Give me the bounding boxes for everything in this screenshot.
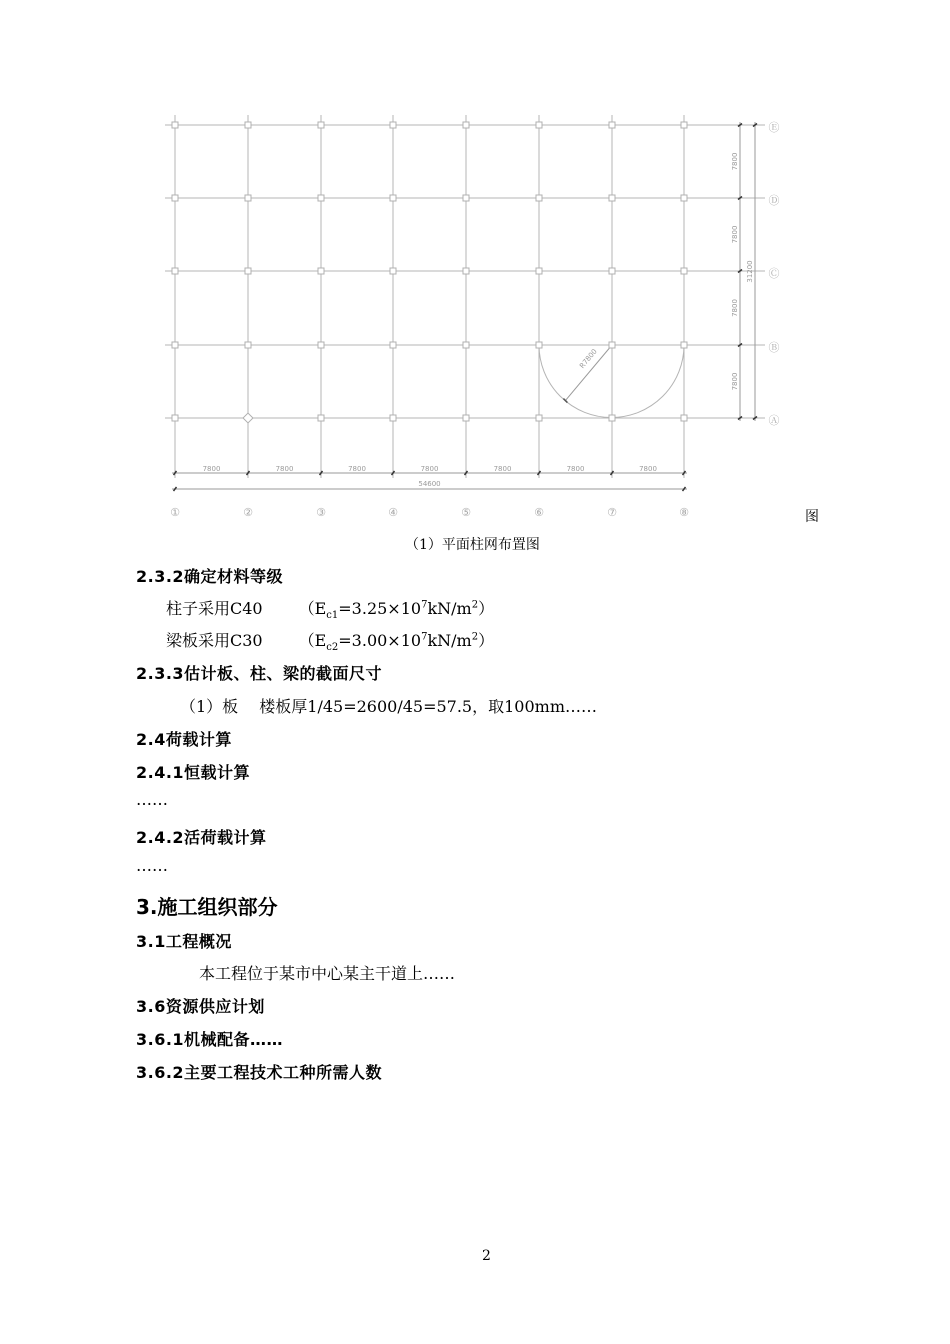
section-3-6-1-heading: 3.6.1机械配备…… — [136, 1030, 284, 1049]
beam-material-line — [166, 628, 494, 653]
column-7A — [609, 415, 615, 421]
axis-bubble-D: Ⓓ — [768, 194, 780, 207]
axis-bubble-C: Ⓒ — [768, 267, 780, 280]
column-2D — [245, 195, 251, 201]
column-6B — [536, 342, 542, 348]
column-5D — [463, 195, 469, 201]
row-span-label: 7800 — [731, 372, 739, 391]
column-5B — [463, 342, 469, 348]
column-2C — [245, 268, 251, 274]
row-span-label: 7800 — [731, 299, 739, 317]
column-3A — [318, 415, 324, 421]
bay-span-label: 7800 — [639, 465, 657, 473]
project-overview: 本工程位于某市中心某主干道上…… — [199, 964, 456, 983]
bay-span-label: 7800 — [566, 465, 585, 473]
column-4B — [390, 342, 396, 348]
slab-thickness-line: （1）板 楼板厚1/45=2600/45=57.5，取100mm…… — [180, 697, 597, 716]
section-2-4-heading: 2.4荷载计算 — [136, 730, 232, 749]
column-6D — [536, 195, 542, 201]
ellipsis-2: …… — [136, 856, 168, 875]
bay-span-label: 7800 — [202, 465, 221, 473]
column-8C — [681, 268, 687, 274]
section-2-4-2-heading: 2.4.2活荷载计算 — [136, 828, 267, 847]
column-6C — [536, 268, 542, 274]
column-2B — [245, 342, 251, 348]
column-1E — [172, 122, 178, 128]
axis-bubble-B: Ⓑ — [768, 341, 780, 354]
section-2-3-3-heading: 2.3.3估计板、柱、梁的截面尺寸 — [136, 664, 383, 683]
column-4E — [390, 122, 396, 128]
figure-caption: （1）平面柱网布置图 — [405, 537, 540, 553]
column-5C — [463, 268, 469, 274]
section-3-6-heading: 3.6资源供应计划 — [136, 997, 265, 1016]
column-material-line — [166, 596, 494, 621]
column-8D — [681, 195, 687, 201]
column-grid-plan — [0, 0, 950, 540]
column-6A — [536, 415, 542, 421]
row-span-label: 7800 — [731, 152, 739, 171]
row-span-label: 7800 — [731, 225, 739, 244]
axis-bubble-4: ④ — [388, 506, 398, 519]
column-7B — [609, 342, 615, 348]
axis-bubble-1: ① — [170, 506, 180, 519]
column-3C — [318, 268, 324, 274]
column-3B — [318, 342, 324, 348]
column-4D — [390, 195, 396, 201]
column-5A — [463, 415, 469, 421]
column-6E — [536, 122, 542, 128]
column-8B — [681, 342, 687, 348]
bay-span-label: 7800 — [275, 465, 294, 473]
column-2A — [243, 413, 253, 423]
column-1C — [172, 268, 178, 274]
axis-bubble-5: ⑤ — [461, 506, 471, 519]
column-1D — [172, 195, 178, 201]
section-2-3-2-heading: 2.3.2确定材料等级 — [136, 567, 284, 586]
axis-bubble-E: Ⓔ — [768, 121, 780, 134]
bay-span-label: 7800 — [420, 465, 439, 473]
column-2E — [245, 122, 251, 128]
bay-span-label: 7800 — [348, 465, 366, 473]
total-depth-label: 31200 — [746, 260, 754, 283]
column-3E — [318, 122, 324, 128]
column-8A — [681, 415, 687, 421]
total-width-label: 54600 — [418, 480, 441, 488]
column-5E — [463, 122, 469, 128]
radius-label: R7800 — [578, 347, 599, 371]
column-1B — [172, 342, 178, 348]
column-material: 柱子采用C40 — [166, 599, 263, 618]
axis-bubble-3: ③ — [316, 506, 326, 519]
section-3-1-heading: 3.1工程概况 — [136, 932, 232, 951]
axis-bubble-6: ⑥ — [534, 506, 544, 519]
beam-material: 梁板采用C30 — [166, 631, 263, 650]
section-2-4-1-heading: 2.4.1恒载计算 — [136, 763, 251, 782]
beam-modulus: $(E_{c2}=3.00\times 10^7kN/m^2)$ — [298, 631, 495, 654]
page-number: 2 — [482, 1248, 491, 1264]
column-4A — [390, 415, 396, 421]
column-7C — [609, 268, 615, 274]
section-3-6-2-heading: 3.6.2主要工程技术工种所需人数 — [136, 1063, 383, 1082]
column-3D — [318, 195, 324, 201]
column-8E — [681, 122, 687, 128]
axis-bubble-A: Ⓐ — [768, 414, 780, 427]
axis-bubble-7: ⑦ — [607, 506, 617, 519]
column-7D — [609, 195, 615, 201]
axis-bubble-2: ② — [243, 506, 253, 519]
bay-span-label: 7800 — [493, 465, 512, 473]
column-modulus: $(E_{c1}=3.25\times 10^7kN/m^2)$ — [298, 599, 495, 622]
section-3-heading: 3.施工组织部分 — [136, 895, 278, 919]
column-4C — [390, 268, 396, 274]
ellipsis-1: …… — [136, 790, 168, 809]
axis-bubble-8: ⑧ — [679, 506, 689, 519]
column-7E — [609, 122, 615, 128]
figure-label-tail: 图 — [805, 509, 819, 525]
column-1A — [172, 415, 178, 421]
